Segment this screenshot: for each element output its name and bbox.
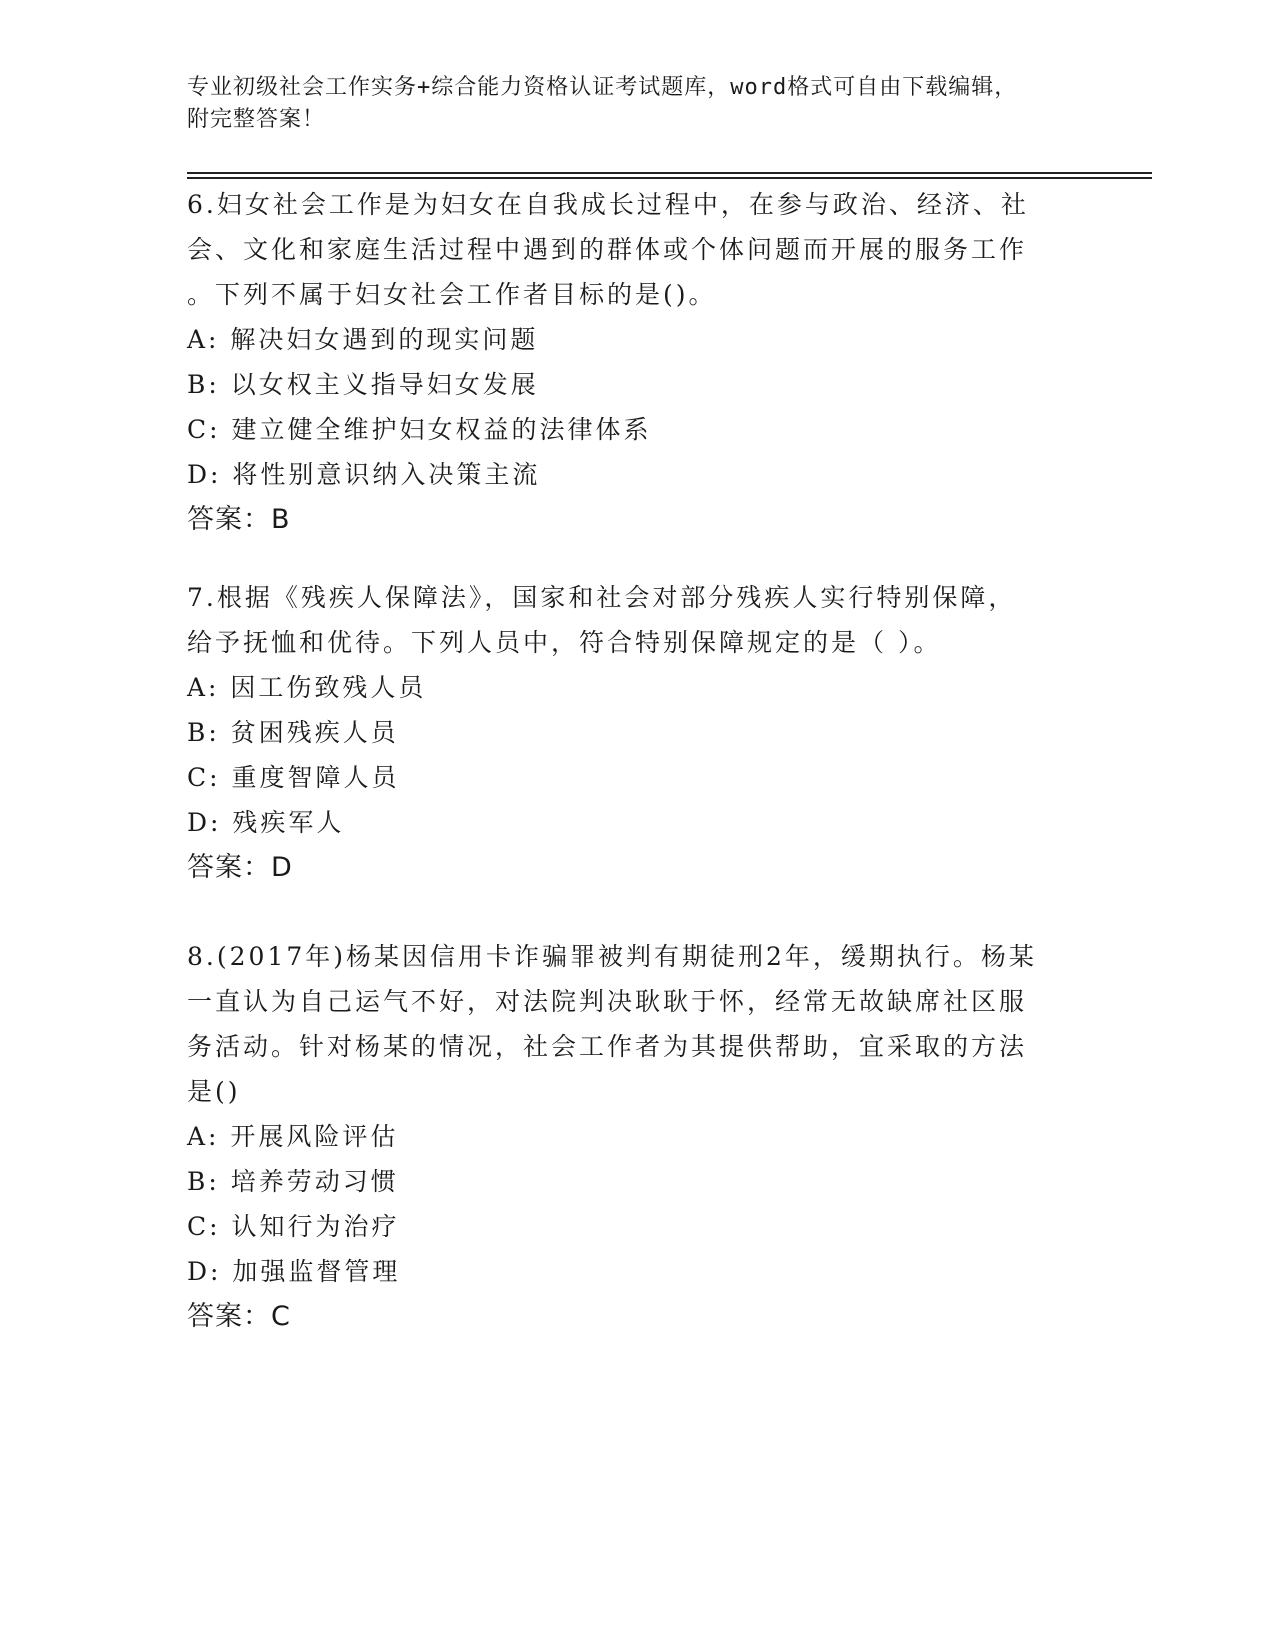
option-b: B: 培养劳动习惯 [187, 1167, 399, 1196]
option-a: A: 解决妇女遇到的现实问题 [187, 325, 539, 354]
answer-label: 答案：D [187, 852, 293, 883]
question-text-line: 会、文化和家庭生活过程中遇到的群体或个体问题而开展的服务工作 [187, 235, 1028, 264]
question-8 [187, 934, 1087, 1339]
header-divider-bottom [187, 177, 1152, 179]
option-d: D: 残疾军人 [187, 808, 345, 837]
question-text-line: 。下列不属于妇女社会工作者目标的是()。 [187, 280, 717, 309]
question-text-line: 7.根据《残疾人保障法》，国家和社会对部分残疾人实行特别保障， [187, 583, 1017, 612]
question-text-line: 给予抚恤和优待。下列人员中，符合特别保障规定的是（ ）。 [187, 628, 942, 657]
option-d: D: 加强监督管理 [187, 1257, 401, 1286]
header-divider-top [187, 172, 1152, 174]
question-text-line: 一直认为自己运气不好，对法院判决耿耿于怀，经常无故缺席社区服 [187, 987, 1028, 1016]
answer-label: 答案：B [187, 504, 291, 535]
option-a: A: 因工伤致残人员 [187, 673, 427, 702]
question-text-line: 8.(2017年)杨某因信用卡诈骗罪被判有期徒刑2年，缓期执行。杨某 [187, 942, 1037, 971]
question-text-line: 是() [187, 1077, 241, 1106]
header-line-1: 专业初级社会工作实务+综合能力资格认证考试题库，word格式可自由下载编辑， [187, 75, 1018, 100]
option-b: B: 贫困残疾人员 [187, 718, 399, 747]
option-d: D: 将性别意识纳入决策主流 [187, 460, 541, 489]
option-c: C: 建立健全维护妇女权益的法律体系 [187, 415, 652, 444]
question-6 [187, 182, 1087, 542]
option-c: C: 重度智障人员 [187, 763, 400, 792]
option-b: B: 以女权主义指导妇女发展 [187, 370, 539, 399]
option-c: C: 认知行为治疗 [187, 1212, 400, 1241]
question-text-line: 务活动。针对杨某的情况，社会工作者为其提供帮助，宜采取的方法 [187, 1032, 1028, 1061]
question-7 [187, 575, 1087, 890]
answer-label: 答案：C [187, 1301, 291, 1332]
option-a: A: 开展风险评估 [187, 1122, 399, 1151]
question-text-line: 6.妇女社会工作是为妇女在自我成长过程中，在参与政治、经济、社 [187, 190, 1029, 219]
header-line-2: 附完整答案！ [187, 107, 326, 132]
